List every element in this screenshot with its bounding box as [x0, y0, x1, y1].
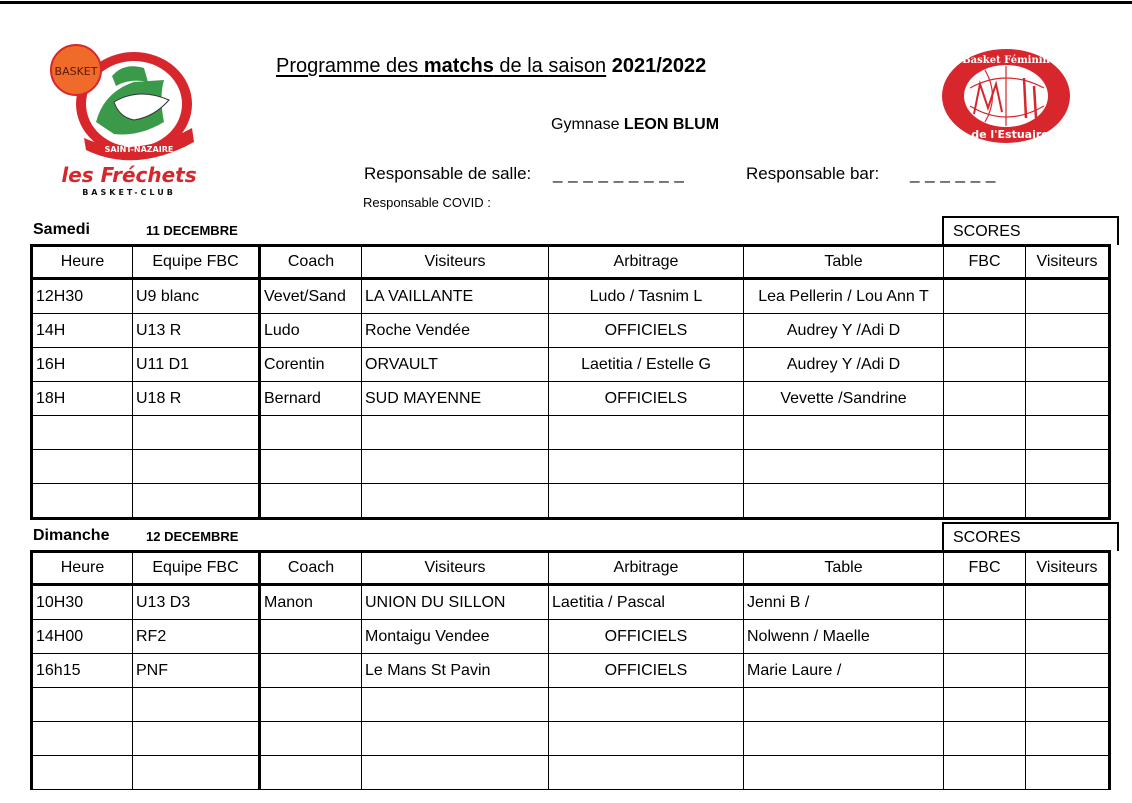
cell-coach[interactable]: Ludo — [260, 314, 362, 348]
cell-coach[interactable] — [260, 654, 362, 688]
cell-score-visiteurs[interactable] — [1026, 688, 1110, 722]
cell-visiteurs[interactable]: LA VAILLANTE — [362, 279, 549, 314]
cell-score-fbc[interactable] — [944, 450, 1026, 484]
cell-visiteurs[interactable]: SUD MAYENNE — [362, 382, 549, 416]
column-header-coach: Coach — [260, 552, 362, 585]
cell-arbitrage[interactable] — [549, 450, 744, 484]
cell-heure[interactable]: 12H30 — [32, 279, 133, 314]
cell-table[interactable]: Lea Pellerin / Lou Ann T — [744, 279, 944, 314]
cell-score-fbc[interactable] — [944, 348, 1026, 382]
column-header-coach: Coach — [260, 246, 362, 279]
cell-table[interactable] — [744, 484, 944, 519]
cell-score-visiteurs[interactable] — [1026, 722, 1110, 756]
column-header-visiteurs: Visiteurs — [362, 246, 549, 279]
date-label: 11 DECEMBRE — [146, 223, 238, 238]
cell-visiteurs[interactable] — [362, 756, 549, 790]
cell-table[interactable]: Vevette /Sandrine — [744, 382, 944, 416]
cell-coach[interactable] — [260, 620, 362, 654]
table-row — [32, 654, 1110, 688]
cell-heure[interactable] — [32, 722, 133, 756]
cell-table[interactable]: Audrey Y /Adi D — [744, 348, 944, 382]
cell-heure[interactable]: 14H — [32, 314, 133, 348]
schedule-table-samedi — [30, 244, 1111, 520]
cell-equipe-fbc[interactable]: U13 D3 — [133, 585, 260, 620]
svg-text:les Fréchets: les Fréchets — [61, 163, 197, 187]
cell-equipe-fbc[interactable] — [133, 756, 260, 790]
cell-equipe-fbc[interactable]: RF2 — [133, 620, 260, 654]
title-saison: saison — [548, 55, 607, 77]
cell-score-visiteurs[interactable] — [1026, 348, 1110, 382]
cell-score-fbc[interactable] — [944, 722, 1026, 756]
cell-visiteurs[interactable]: Roche Vendée — [362, 314, 549, 348]
cell-table[interactable]: Nolwenn / Maelle — [744, 620, 944, 654]
table-row — [32, 348, 1110, 382]
cell-score-fbc[interactable] — [944, 314, 1026, 348]
frechets-logo — [44, 42, 214, 197]
cell-heure[interactable] — [32, 416, 133, 450]
column-header-heure: Heure — [32, 246, 133, 279]
cell-score-visiteurs[interactable] — [1026, 585, 1110, 620]
cell-arbitrage[interactable] — [549, 688, 744, 722]
cell-score-visiteurs[interactable] — [1026, 416, 1110, 450]
cell-table[interactable] — [744, 450, 944, 484]
cell-arbitrage[interactable]: Laetitia / Estelle G — [549, 348, 744, 382]
table-row — [32, 756, 1110, 790]
cell-score-fbc[interactable] — [944, 382, 1026, 416]
cell-arbitrage[interactable]: OFFICIELS — [549, 314, 744, 348]
cell-coach[interactable] — [260, 722, 362, 756]
cell-score-visiteurs[interactable] — [1026, 756, 1110, 790]
cell-score-visiteurs[interactable] — [1026, 484, 1110, 519]
scores-header: SCORES — [942, 522, 1119, 551]
cell-arbitrage[interactable]: OFFICIELS — [549, 382, 744, 416]
cell-score-visiteurs[interactable] — [1026, 450, 1110, 484]
cell-arbitrage[interactable]: Laetitia / Pascal — [549, 585, 744, 620]
column-header-table: Table — [744, 552, 944, 585]
column-header-arbitrage: Arbitrage — [549, 246, 744, 279]
resp-bar-label: Responsable bar: — [746, 164, 880, 183]
cell-arbitrage[interactable] — [549, 722, 744, 756]
cell-table[interactable] — [744, 722, 944, 756]
page-title — [276, 55, 706, 78]
cell-visiteurs[interactable] — [362, 688, 549, 722]
table-row — [32, 585, 1110, 620]
cell-equipe-fbc[interactable]: U13 R — [133, 314, 260, 348]
cell-equipe-fbc[interactable] — [133, 688, 260, 722]
cell-arbitrage[interactable] — [549, 416, 744, 450]
cell-coach[interactable] — [260, 756, 362, 790]
gym-label: Gymnase LEON BLUM — [551, 116, 720, 133]
cell-coach[interactable] — [260, 688, 362, 722]
cell-coach[interactable]: Manon — [260, 585, 362, 620]
cell-equipe-fbc[interactable] — [133, 484, 260, 519]
cell-heure[interactable] — [32, 756, 133, 790]
cell-heure[interactable]: 10H30 — [32, 585, 133, 620]
table-row — [32, 688, 1110, 722]
frechets-logo-image — [44, 42, 214, 197]
cell-table[interactable]: Jenni B / — [744, 585, 944, 620]
cell-arbitrage[interactable] — [549, 756, 744, 790]
svg-text:BASKET-CLUB: BASKET-CLUB — [82, 188, 176, 197]
cell-visiteurs[interactable]: Le Mans St Pavin — [362, 654, 549, 688]
column-header-score-visiteurs: Visiteurs — [1026, 246, 1110, 279]
cell-score-fbc[interactable] — [944, 585, 1026, 620]
table-row — [32, 722, 1110, 756]
cell-table[interactable] — [744, 416, 944, 450]
cell-visiteurs[interactable] — [362, 484, 549, 519]
cell-score-fbc[interactable] — [944, 620, 1026, 654]
column-header-score-fbc: FBC — [944, 552, 1026, 585]
cell-visiteurs[interactable] — [362, 416, 549, 450]
table-row — [32, 416, 1110, 450]
resp-salle-label: Responsable de salle: — [364, 164, 532, 183]
cell-heure[interactable] — [32, 450, 133, 484]
cell-table[interactable]: Marie Laure / — [744, 654, 944, 688]
cell-score-visiteurs[interactable] — [1026, 314, 1110, 348]
table-row — [32, 279, 1110, 314]
column-header-visiteurs: Visiteurs — [362, 552, 549, 585]
column-header-table: Table — [744, 246, 944, 279]
cell-heure[interactable] — [32, 484, 133, 519]
cell-coach[interactable]: Corentin — [260, 348, 362, 382]
top-rule — [0, 1, 1132, 4]
cell-score-fbc[interactable] — [944, 654, 1026, 688]
cell-visiteurs[interactable]: ORVAULT — [362, 348, 549, 382]
table-row — [32, 314, 1110, 348]
table-row — [32, 484, 1110, 519]
column-header-equipe-fbc: Equipe FBC — [133, 246, 260, 279]
cell-score-visiteurs[interactable] — [1026, 620, 1110, 654]
cell-arbitrage[interactable]: Ludo / Tasnim L — [549, 279, 744, 314]
cell-arbitrage[interactable] — [549, 484, 744, 519]
cell-coach[interactable]: Vevet/Sand — [260, 279, 362, 314]
resp-bar-blank[interactable]: _ _ _ _ _ _ — [910, 164, 996, 183]
ball-text: BASKET — [54, 65, 98, 78]
table-header-row — [32, 246, 1110, 279]
cell-arbitrage[interactable]: OFFICIELS — [549, 654, 744, 688]
cell-score-fbc[interactable] — [944, 416, 1026, 450]
table-header-row — [32, 552, 1110, 585]
cell-equipe-fbc[interactable]: U9 blanc — [133, 279, 260, 314]
cell-heure[interactable] — [32, 688, 133, 722]
cell-score-visiteurs[interactable] — [1026, 382, 1110, 416]
cell-score-fbc[interactable] — [944, 756, 1026, 790]
cell-equipe-fbc[interactable]: U18 R — [133, 382, 260, 416]
cell-score-visiteurs[interactable] — [1026, 279, 1110, 314]
title-part-1: Programme des matchs de la — [276, 55, 549, 77]
cell-score-fbc[interactable] — [944, 279, 1026, 314]
column-header-score-visiteurs: Visiteurs — [1026, 552, 1110, 585]
resp-salle-blank[interactable]: _ _ _ _ _ _ _ _ _ — [553, 164, 685, 183]
svg-text:SAINT-NAZAIRE: SAINT-NAZAIRE — [104, 145, 174, 154]
column-header-arbitrage: Arbitrage — [549, 552, 744, 585]
cell-coach[interactable] — [260, 450, 362, 484]
cell-coach[interactable]: Bernard — [260, 382, 362, 416]
cell-coach[interactable] — [260, 484, 362, 519]
cell-equipe-fbc[interactable] — [133, 722, 260, 756]
gym-name: LEON BLUM — [623, 116, 720, 133]
table-row — [32, 620, 1110, 654]
cell-visiteurs[interactable] — [362, 722, 549, 756]
cell-score-visiteurs[interactable] — [1026, 654, 1110, 688]
svg-text:de l'Estuaire: de l'Estuaire — [971, 128, 1049, 141]
column-header-heure: Heure — [32, 552, 133, 585]
table-row — [32, 450, 1110, 484]
cell-heure[interactable]: 16h15 — [32, 654, 133, 688]
basket-feminin-estuaire-logo — [940, 48, 1072, 144]
column-header-score-fbc: FBC — [944, 246, 1026, 279]
cell-heure[interactable]: 18H — [32, 382, 133, 416]
cell-equipe-fbc[interactable] — [133, 416, 260, 450]
cell-equipe-fbc[interactable]: PNF — [133, 654, 260, 688]
svg-text:Basket Féminin: Basket Féminin — [962, 55, 1050, 66]
scores-header: SCORES — [942, 216, 1119, 245]
cell-table[interactable]: Audrey Y /Adi D — [744, 314, 944, 348]
cell-visiteurs[interactable]: Montaigu Vendee — [362, 620, 549, 654]
cell-coach[interactable] — [260, 416, 362, 450]
table-row — [32, 382, 1110, 416]
cell-arbitrage[interactable]: OFFICIELS — [549, 620, 744, 654]
day-label: Dimanche — [33, 527, 110, 544]
cell-visiteurs[interactable] — [362, 450, 549, 484]
cell-equipe-fbc[interactable] — [133, 450, 260, 484]
basket-feminin-logo-image — [940, 48, 1072, 144]
column-header-equipe-fbc: Equipe FBC — [133, 552, 260, 585]
cell-table[interactable] — [744, 688, 944, 722]
cell-heure[interactable]: 16H — [32, 348, 133, 382]
cell-heure[interactable]: 14H00 — [32, 620, 133, 654]
day-label: Samedi — [33, 221, 90, 238]
cell-score-fbc[interactable] — [944, 688, 1026, 722]
cell-visiteurs[interactable]: UNION DU SILLON — [362, 585, 549, 620]
cell-table[interactable] — [744, 756, 944, 790]
title-year: 2021/2022 — [611, 55, 707, 77]
schedule-table-dimanche — [30, 550, 1111, 790]
resp-covid-label: Responsable COVID : — [363, 195, 491, 210]
date-label: 12 DECEMBRE — [146, 529, 239, 544]
cell-score-fbc[interactable] — [944, 484, 1026, 519]
cell-equipe-fbc[interactable]: U11 D1 — [133, 348, 260, 382]
